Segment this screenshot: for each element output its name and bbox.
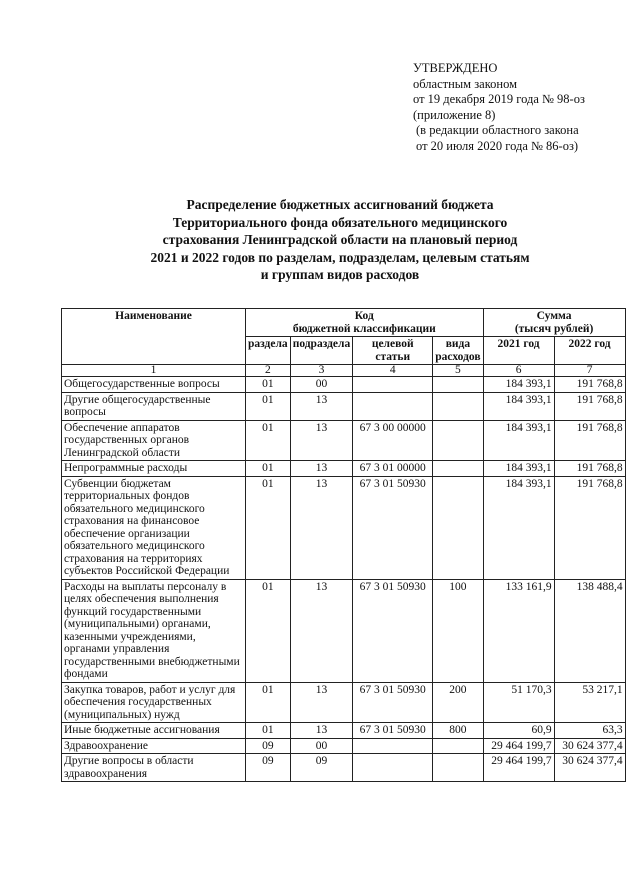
column-number: 2 bbox=[246, 365, 291, 377]
row-2022: 191 768,8 bbox=[554, 476, 625, 579]
row-subsection: 09 bbox=[290, 754, 353, 782]
row-name: Иные бюджетные ассигнования bbox=[62, 723, 246, 739]
row-section: 09 bbox=[246, 754, 291, 782]
header-sum bbox=[483, 309, 625, 337]
row-type: 800 bbox=[433, 723, 483, 739]
row-type bbox=[433, 461, 483, 477]
row-name: Непрограммные расходы bbox=[62, 461, 246, 477]
header-target-line: целевой bbox=[371, 338, 414, 350]
row-target: 67 3 01 50930 bbox=[353, 579, 433, 682]
row-subsection: 13 bbox=[290, 392, 353, 420]
row-type bbox=[433, 754, 483, 782]
row-2021: 184 393,1 bbox=[483, 392, 554, 420]
row-2022: 191 768,8 bbox=[554, 461, 625, 477]
row-section: 01 bbox=[246, 579, 291, 682]
table-row bbox=[62, 420, 626, 461]
row-type: 100 bbox=[433, 579, 483, 682]
row-subsection: 00 bbox=[290, 738, 353, 754]
column-number: 5 bbox=[433, 365, 483, 377]
row-2022: 191 768,8 bbox=[554, 392, 625, 420]
column-number: 4 bbox=[353, 365, 433, 377]
row-2021: 60,9 bbox=[483, 723, 554, 739]
column-number-row bbox=[62, 365, 626, 377]
row-section: 01 bbox=[246, 377, 291, 393]
row-target: 67 3 00 00000 bbox=[353, 420, 433, 461]
row-type bbox=[433, 476, 483, 579]
header-name: Наименование bbox=[62, 309, 246, 365]
row-section: 01 bbox=[246, 723, 291, 739]
table-row bbox=[62, 682, 626, 723]
row-2021: 51 170,3 bbox=[483, 682, 554, 723]
approval-line: от 20 июля 2020 года № 86-оз) bbox=[416, 138, 579, 153]
row-type bbox=[433, 420, 483, 461]
row-type bbox=[433, 392, 483, 420]
row-2021: 29 464 199,7 bbox=[483, 754, 554, 782]
approval-line: (в редакции областного закона bbox=[416, 123, 579, 137]
table-row bbox=[62, 579, 626, 682]
row-target: 67 3 01 50930 bbox=[353, 723, 433, 739]
row-target bbox=[353, 754, 433, 782]
row-subsection: 13 bbox=[290, 579, 353, 682]
row-2021: 184 393,1 bbox=[483, 476, 554, 579]
row-2021: 133 161,9 bbox=[483, 579, 554, 682]
table-row bbox=[62, 723, 626, 739]
row-section: 01 bbox=[246, 420, 291, 461]
row-target bbox=[353, 377, 433, 393]
row-name: Общегосударственные вопросы bbox=[62, 377, 246, 393]
row-section: 01 bbox=[246, 682, 291, 723]
column-number: 6 bbox=[483, 365, 554, 377]
row-2022: 30 624 377,4 bbox=[554, 754, 625, 782]
row-type bbox=[433, 377, 483, 393]
row-name: Субвенции бюджетам территориальных фондов обязательного медицинского страхования на финансовое обеспечение организации обязательного медицинского страхования на территориях субъектов Российской Федерации bbox=[62, 476, 246, 579]
budget-table bbox=[61, 308, 626, 782]
row-section: 09 bbox=[246, 738, 291, 754]
header-code-line: бюджетной классификации bbox=[292, 322, 436, 335]
table-row bbox=[62, 476, 626, 579]
header-type-line: расходов bbox=[435, 350, 481, 363]
row-name: Обеспечение аппаратов государственных органов Ленинградской области bbox=[62, 420, 246, 461]
row-target bbox=[353, 392, 433, 420]
row-2022: 138 488,4 bbox=[554, 579, 625, 682]
row-section: 01 bbox=[246, 461, 291, 477]
title-line: и группам видов расходов bbox=[260, 267, 420, 282]
row-2022: 191 768,8 bbox=[554, 420, 625, 461]
header-code-line: Код bbox=[354, 310, 374, 322]
header-subsection: подраздела bbox=[290, 337, 353, 365]
row-subsection: 13 bbox=[290, 476, 353, 579]
header-type bbox=[433, 337, 483, 365]
approval-line: (приложение 8) bbox=[413, 107, 496, 122]
header-section: раздела bbox=[246, 337, 291, 365]
title-line: Территориального фонда обязательного медицинского bbox=[172, 214, 508, 230]
row-2022: 191 768,8 bbox=[554, 377, 625, 393]
table-row bbox=[62, 461, 626, 477]
table-row bbox=[62, 754, 626, 782]
title-line: Распределение бюджетных ассигнований бюджета bbox=[186, 197, 494, 212]
header-code bbox=[246, 309, 484, 337]
row-2021: 184 393,1 bbox=[483, 461, 554, 477]
row-section: 01 bbox=[246, 392, 291, 420]
row-type bbox=[433, 738, 483, 754]
row-name: Здравоохранение bbox=[62, 738, 246, 754]
row-subsection: 13 bbox=[290, 723, 353, 739]
row-name: Другие вопросы в области здравоохранения bbox=[62, 754, 246, 782]
row-2022: 63,3 bbox=[554, 723, 625, 739]
title-line: страхования Ленинградской области на плановый период bbox=[162, 232, 518, 247]
header-sum-line: Сумма bbox=[536, 310, 572, 322]
document-title bbox=[120, 196, 560, 284]
row-subsection: 00 bbox=[290, 377, 353, 393]
table-row bbox=[62, 377, 626, 393]
row-2022: 53 217,1 bbox=[554, 682, 625, 723]
column-number: 7 bbox=[554, 365, 625, 377]
approval-stamp bbox=[413, 61, 585, 154]
column-number: 3 bbox=[290, 365, 353, 377]
header-target-line: статьи bbox=[375, 350, 411, 363]
header-target bbox=[353, 337, 433, 365]
header-year-2022: 2022 год bbox=[554, 337, 625, 365]
row-target: 67 3 01 50930 bbox=[353, 682, 433, 723]
table-row bbox=[62, 392, 626, 420]
row-subsection: 13 bbox=[290, 682, 353, 723]
row-name: Другие общегосударственные вопросы bbox=[62, 392, 246, 420]
header-row bbox=[62, 309, 626, 337]
row-2021: 29 464 199,7 bbox=[483, 738, 554, 754]
table-row bbox=[62, 738, 626, 754]
column-number: 1 bbox=[62, 365, 246, 377]
row-type: 200 bbox=[433, 682, 483, 723]
approval-line: от 19 декабря 2019 года № 98-оз bbox=[413, 92, 585, 106]
row-target bbox=[353, 738, 433, 754]
row-target: 67 3 01 50930 bbox=[353, 476, 433, 579]
row-name: Расходы на выплаты персоналу в целях обеспечения выполнения функций государственными (муниципальными) органами, казенными учреждениями, органами управления государственными внебюджетными фондами bbox=[62, 579, 246, 682]
row-section: 01 bbox=[246, 476, 291, 579]
row-subsection: 13 bbox=[290, 420, 353, 461]
row-2021: 184 393,1 bbox=[483, 420, 554, 461]
row-target: 67 3 01 00000 bbox=[353, 461, 433, 477]
approval-line: УТВЕРЖДЕНО bbox=[413, 61, 498, 75]
header-sum-line: (тысяч рублей) bbox=[514, 322, 594, 335]
row-name: Закупка товаров, работ и услуг для обеспечения государственных (муниципальных) нужд bbox=[62, 682, 246, 723]
header-year-2021: 2021 год bbox=[483, 337, 554, 365]
title-line: 2021 и 2022 годов по разделам, подразделам, целевым статьям bbox=[150, 249, 530, 265]
row-2022: 30 624 377,4 bbox=[554, 738, 625, 754]
row-subsection: 13 bbox=[290, 461, 353, 477]
row-2021: 184 393,1 bbox=[483, 377, 554, 393]
header-type-line: вида bbox=[445, 338, 471, 350]
approval-line: областным законом bbox=[413, 76, 518, 91]
